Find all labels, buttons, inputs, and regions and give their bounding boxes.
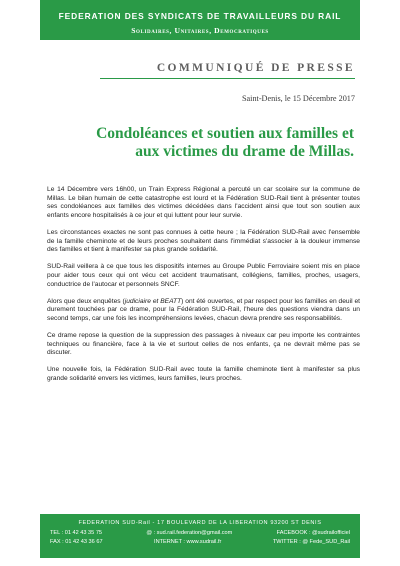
paragraph-4-start: Alors que deux enquêtes ( [47,297,125,305]
paragraph-2: Les circonstances exactes ne sont pas connues à cette heure ; la Fédération SUD-Rail avec l'ensemble de la famille cheminote et de leurs proches souhaitent dans l'immédiat s'associer à la douleur immense des familles et tient à manifester sa plus grande solidarité. [47,228,360,254]
paragraph-4-italic: judiciaire et BEATT [124,297,182,305]
organization-name: FEDERATION DES SYNDICATS DE TRAVAILLEURS DU RAIL [58,11,342,21]
footer-tel: TEL : 01 42 43 35 75 [50,529,103,536]
footer-row-1 [40,530,360,536]
footer-twitter: TWITTER : @ Fede_SUD_Rail [272,539,350,545]
document-type-block [100,62,355,80]
document-type-title: COMMUNIQUÉ DE PRESSE [156,62,355,74]
paragraph-4-end: ) ont été ouvertes, et par respect pour les familles en deuil et durement touchées par ce drame, pour la Fédération SUD-Rail, l'heure des questions viendra dans un second temps, car une fois les incompréhensions levées, chacun devra prendre ses responsabilités. [47,297,360,322]
place-date: Saint-Denis, le 15 Décembre 2017 [241,94,355,103]
headline-line-1: Condoléances et soutien aux familles et [96,125,354,142]
footer-email: @ : sud.rail.federation@gmail.com [146,529,233,536]
body-text [47,186,360,392]
title-underline [100,78,355,79]
header-banner [40,0,360,40]
footer-internet: INTERNET : www.sudrail.fr [154,539,222,545]
organization-tagline: Solidaires, Unitaires, Democratiques [131,26,269,35]
headline-line-2: aux victimes du drame de Millas. [135,143,354,160]
footer-banner [40,514,360,558]
paragraph-3: SUD-Rail veillera à ce que tous les dispositifs internes au Groupe Public Ferroviaire soient mis en place pour aider tous ceux qui ont vécu cet accident traumatisant, collégiens, familles, proches, usagers, conductrice de l'autocar et personnels SNCF. [47,263,360,288]
footer-fax: FAX : 01 42 43 36 67 [50,539,103,545]
headline [34,125,354,161]
footer-address: FEDERATION SUD-Rail - 17 BOULEVARD DE LA LIBERATION 93200 ST DENIS [78,520,322,526]
footer-row-2 [40,539,360,545]
paragraph-4 [47,298,360,324]
footer-facebook: FACEBOOK : @sudrailofficiel [276,529,350,536]
paragraph-1: Le 14 Décembre vers 16h00, un Train Express Régional a percuté un car scolaire sur la commune de Millas. Le bilan humain de cette catastrophe est lourd et la Fédération SUD-Rail tient à présenter toutes ses condoléances aux familles des victimes décédées dans l'accident ainsi que tout son soutien aux enfants encore hospitalisés à ce jour et qui luttent pour leur survie. [47,186,360,219]
paragraph-5: Ce drame repose la question de la suppression des passages à niveaux car peu importe les contraintes techniques ou financière, face à la vie et surtout celles de nos enfants, ça ne devrait même pas se discuter. [47,332,360,357]
paragraph-6: Une nouvelle fois, la Fédération SUD-Rail avec toute la famille cheminote tient à manifester sa plus grande solidarité envers les victimes, leurs familles, leurs proches. [47,366,360,383]
